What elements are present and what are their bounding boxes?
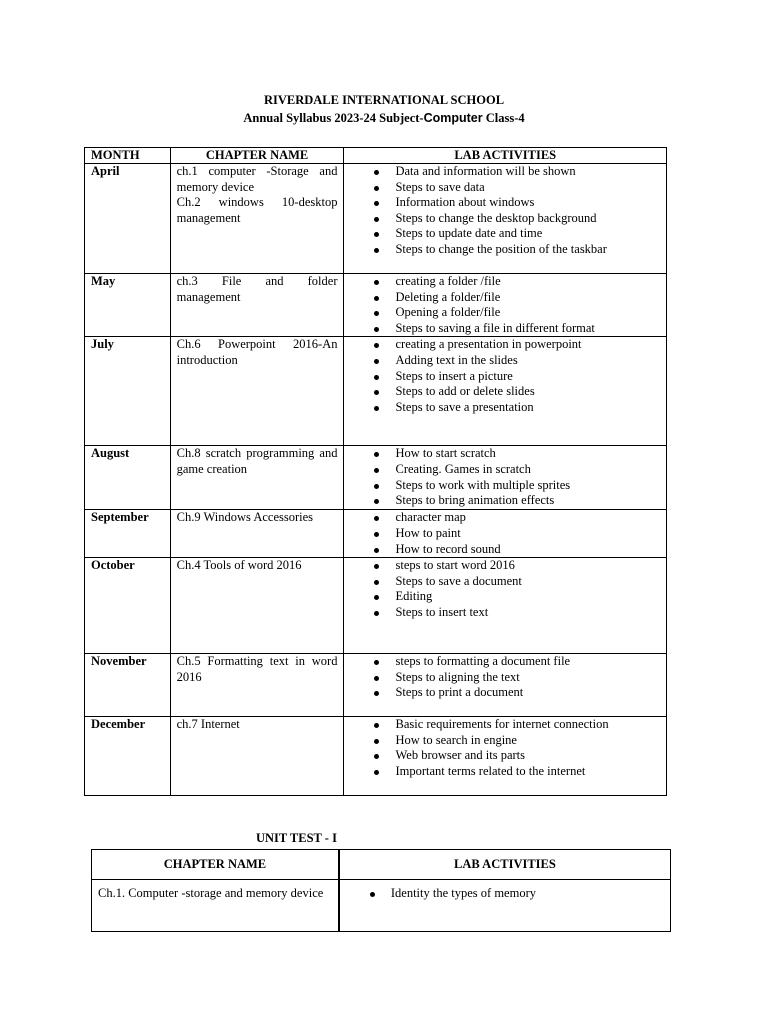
school-name: RIVERDALE INTERNATIONAL SCHOOL (263, 93, 505, 107)
chapter-name: ch.3 File and folder management (176, 274, 338, 304)
activities-cell (344, 510, 667, 558)
activity-item: Steps to print a document (372, 685, 666, 701)
unit-activity-list (340, 886, 670, 902)
table-row (85, 274, 667, 337)
table-row (85, 510, 667, 558)
chapter-name: Ch.5 Formatting text in word 2016 (176, 654, 338, 684)
activity-item: Steps to insert text (372, 605, 666, 621)
activity-list (344, 510, 666, 557)
unit-test-title: UNIT TEST - I (256, 831, 337, 845)
activity-list (344, 164, 666, 258)
chapter-cell (170, 654, 344, 717)
activity-item: Steps to save a document (372, 574, 666, 590)
activities-cell (344, 654, 667, 717)
chapter-name: Ch.4 Tools of word 2016 (176, 558, 302, 573)
syllabus-table (84, 147, 667, 796)
unit-chapter-cell (92, 880, 339, 932)
chapter-cell (170, 558, 344, 654)
activity-item: Editing (372, 589, 666, 605)
subject-name: Computer (423, 111, 483, 125)
activity-item: Basic requirements for internet connection (372, 717, 666, 733)
activity-item: Adding text in the slides (372, 353, 666, 369)
chapter-cell (170, 510, 344, 558)
activity-item: Deleting a folder/file (372, 290, 666, 306)
table-row (85, 717, 667, 796)
activities-cell (344, 717, 667, 796)
activity-item: How to paint (372, 526, 666, 542)
activities-cell (344, 337, 667, 446)
unit-activity-item: Identity the types of memory (368, 886, 670, 902)
activity-item: How to start scratch (372, 446, 666, 462)
class-label: Class-4 (482, 111, 525, 125)
chapter-header: CHAPTER NAME (170, 148, 344, 164)
activity-list (344, 654, 666, 701)
chapter-cell (170, 446, 344, 510)
activities-cell (344, 558, 667, 654)
month-cell: May (85, 274, 171, 337)
unit-chapter-name: Ch.1. Computer -storage and memory device (98, 886, 324, 900)
activity-item: Steps to aligning the text (372, 670, 666, 686)
month-header: MONTH (85, 148, 171, 164)
activity-item: character map (372, 510, 666, 526)
chapter-name: ch.7 Internet (176, 717, 240, 732)
chapter-cell (170, 337, 344, 446)
table-row (85, 558, 667, 654)
activity-item: Steps to insert a picture (372, 369, 666, 385)
activities-header: LAB ACTIVITIES (344, 148, 667, 164)
activity-item: Steps to add or delete slides (372, 384, 666, 400)
chapter-name: Ch.9 Windows Accessories (176, 510, 314, 525)
activities-cell (344, 164, 667, 274)
activity-item: How to search in engine (372, 733, 666, 749)
activity-item: Important terms related to the internet (372, 764, 666, 780)
activity-item: Opening a folder/file (372, 305, 666, 321)
syllabus-line (0, 111, 768, 126)
activity-list (344, 337, 666, 415)
activity-item: How to record sound (372, 542, 666, 558)
month-cell: October (85, 558, 171, 654)
activity-item: Steps to saving a file in different format (372, 321, 666, 337)
month-cell: April (85, 164, 171, 274)
activity-item: Steps to save data (372, 180, 666, 196)
table-row (85, 654, 667, 717)
table-row (85, 446, 667, 510)
activity-item: steps to start word 2016 (372, 558, 666, 574)
activities-cell (344, 446, 667, 510)
activity-list (344, 446, 666, 508)
activity-item: Steps to update date and time (372, 226, 666, 242)
chapter-name: Ch.2 windows 10-desktop management (176, 195, 338, 225)
table-row (85, 164, 667, 274)
chapter-name: Ch.8 scratch programming and game creation (176, 446, 338, 476)
activity-list (344, 558, 666, 620)
chapter-cell (170, 164, 344, 274)
chapter-name: Ch.6 Powerpoint 2016-An introduction (176, 337, 338, 367)
table-row (85, 337, 667, 446)
activity-list (344, 717, 666, 779)
month-cell: July (85, 337, 171, 446)
month-cell: August (85, 446, 171, 510)
month-cell: September (85, 510, 171, 558)
activity-item: creating a presentation in powerpoint (372, 337, 666, 353)
activity-item: Information about windows (372, 195, 666, 211)
activity-item: Steps to bring animation effects (372, 493, 666, 509)
month-cell: November (85, 654, 171, 717)
unit-activities-header: LAB ACTIVITIES (339, 850, 671, 880)
activity-item: Steps to save a presentation (372, 400, 666, 416)
activity-list (344, 274, 666, 336)
unit-header-row (92, 850, 671, 880)
activity-item: Creating. Games in scratch (372, 462, 666, 478)
activities-cell (344, 274, 667, 337)
unit-test-table (91, 849, 671, 932)
activity-item: Steps to work with multiple sprites (372, 478, 666, 494)
chapter-name: ch.1 computer -Storage and memory device (176, 164, 338, 194)
table-header-row (85, 148, 667, 164)
unit-chapter-header: CHAPTER NAME (92, 850, 339, 880)
unit-activities-cell (339, 880, 671, 932)
chapter-cell (170, 274, 344, 337)
activity-item: Data and information will be shown (372, 164, 666, 180)
month-cell: December (85, 717, 171, 796)
activity-item: Steps to change the position of the taskbar (372, 242, 666, 258)
unit-table-row (92, 880, 671, 932)
activity-item: steps to formatting a document file (372, 654, 666, 670)
activity-item: creating a folder /file (372, 274, 666, 290)
chapter-cell (170, 717, 344, 796)
activity-item: Steps to change the desktop background (372, 211, 666, 227)
activity-item: Web browser and its parts (372, 748, 666, 764)
syllabus-prefix: Annual Syllabus 2023-24 Subject- (243, 111, 424, 125)
